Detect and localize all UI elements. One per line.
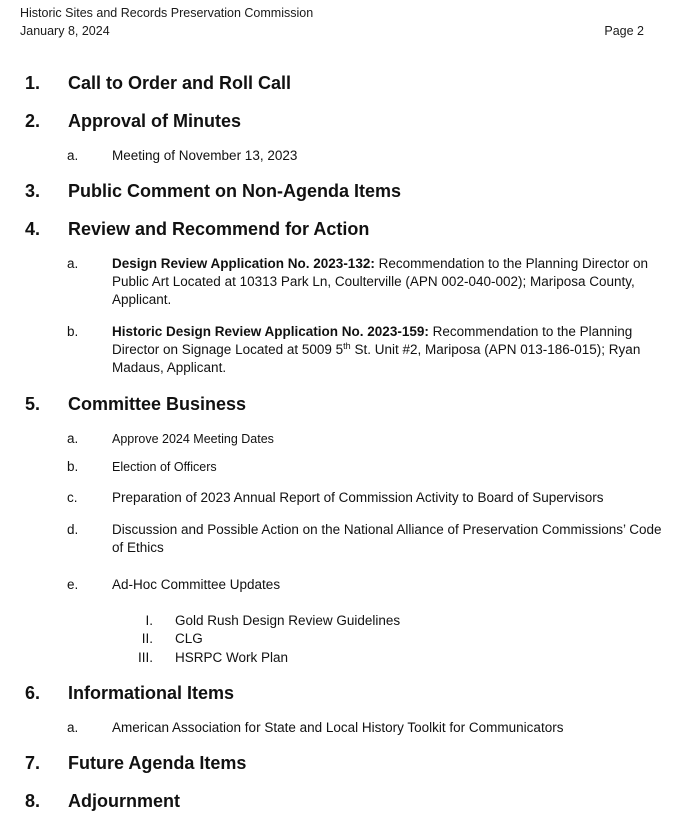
- item-text: [112, 255, 662, 309]
- subitem-work-plan: [0, 649, 680, 667]
- item-letter: a.: [67, 720, 79, 735]
- item-letter: b.: [67, 324, 79, 339]
- subitem-text: CLG: [175, 631, 203, 646]
- subitem-number: II.: [141, 631, 153, 646]
- section-approval-of-minutes: [0, 108, 680, 134]
- item-letter: a.: [67, 148, 79, 163]
- application-description: Recommendation to the Planning Director on Public Art Located at 10313 Park Ln, Coulterville (APN 002-040-002); Mariposa County, Applicant.: [112, 256, 648, 307]
- section-title: Adjournment: [68, 791, 180, 811]
- section-title: Informational Items: [68, 683, 235, 703]
- section-number: 8.: [25, 791, 41, 811]
- application-number: Design Review Application No. 2023-132:: [112, 256, 375, 271]
- item-text: Ad-Hoc Committee Updates: [112, 577, 281, 592]
- section-public-comment: [0, 178, 680, 204]
- item-text: Approve 2024 Meeting Dates: [112, 432, 274, 446]
- item-letter: a.: [67, 431, 79, 446]
- item-text: Preparation of 2023 Annual Report of Commission Activity to Board of Supervisors: [112, 490, 604, 505]
- ordinal-superscript: th: [343, 341, 351, 351]
- application-number: Historic Design Review Application No. 2023-159:: [112, 324, 429, 339]
- subitem-clg: [0, 630, 680, 648]
- section-title: Future Agenda Items: [68, 753, 247, 773]
- item-letter: c.: [67, 490, 78, 505]
- header-page-number: Page 2: [604, 24, 644, 38]
- item-letter: d.: [67, 522, 79, 537]
- application-description-end: St. Unit #2, Mariposa (APN 013-186-015); Ryan Madaus, Applicant.: [112, 342, 641, 375]
- item-letter: b.: [67, 459, 79, 474]
- section-number: 1.: [25, 73, 41, 93]
- subitem-gold-rush: [0, 612, 680, 630]
- section-title: Public Comment on Non-Agenda Items: [68, 181, 402, 201]
- section-number: 4.: [25, 219, 41, 239]
- item-text: Meeting of November 13, 2023: [112, 148, 298, 163]
- section-title: Review and Recommend for Action: [68, 219, 370, 239]
- section-number: 7.: [25, 753, 41, 773]
- item-letter: e.: [67, 577, 79, 592]
- section-title: Call to Order and Roll Call: [68, 73, 292, 93]
- item-text: [112, 323, 662, 377]
- section-informational-items: [0, 680, 680, 706]
- section-call-to-order: [0, 70, 680, 96]
- item-text: Election of Officers: [112, 460, 217, 474]
- section-title: Approval of Minutes: [68, 111, 242, 131]
- header-date: January 8, 2024: [20, 24, 110, 38]
- section-number: 5.: [25, 394, 41, 414]
- header-org: Historic Sites and Records Preservation Commission: [20, 6, 314, 20]
- section-future-agenda-items: [0, 750, 680, 776]
- subitem-number: I.: [145, 613, 153, 628]
- subitem-number: III.: [137, 650, 153, 665]
- item-text: American Association for State and Local History Toolkit for Communicators: [112, 720, 564, 735]
- subitem-text: HSRPC Work Plan: [175, 650, 289, 665]
- section-committee-business: [0, 391, 680, 417]
- item-letter: a.: [67, 256, 79, 271]
- section-number: 2.: [25, 111, 41, 131]
- section-number: 6.: [25, 683, 41, 703]
- section-number: 3.: [25, 181, 41, 201]
- section-title: Committee Business: [68, 394, 247, 414]
- application-description: Recommendation to the Planning Director on Signage Located at 5009 5: [112, 324, 633, 357]
- section-review-and-recommend: [0, 216, 680, 242]
- item-text: Discussion and Possible Action on the National Alliance of Preservation Commissions’ Code of Ethics: [112, 522, 662, 555]
- section-adjournment: [0, 788, 680, 814]
- subitem-text: Gold Rush Design Review Guidelines: [175, 613, 401, 628]
